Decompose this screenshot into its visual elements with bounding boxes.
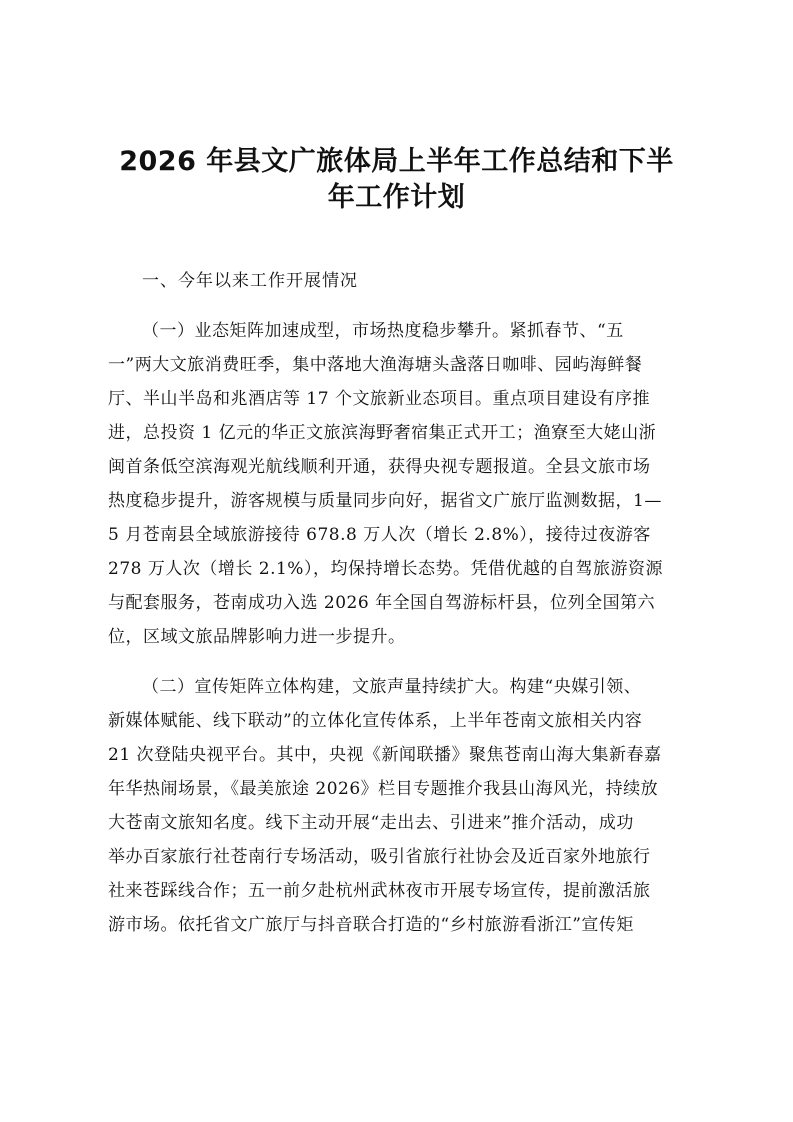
paragraph-line: 年华热闹场景，《最美旅途 2026》栏目专题推介我县山海风光，持续放 [108, 779, 659, 799]
paragraph-line: 21 次登陆央视平台。其中，央视《新闻联播》聚焦苍南山海大集新春嘉 [108, 745, 662, 765]
title-line: 2026 年县文广旅体局上半年工作总结和下半 [119, 146, 674, 177]
document-title [108, 144, 685, 216]
paragraph-1 [108, 314, 685, 654]
paragraph-line: 位，区域文旅品牌影响力进一步提升。 [108, 627, 406, 647]
paragraph-2 [108, 670, 685, 942]
paragraph-line: 与配套服务，苍南成功入选 2026 年全国自驾游标杆县，位列全国第六 [108, 593, 656, 613]
paragraph-line: 社来苍踩线合作；五一前夕赴杭州武林夜市开展专场宣传，提前激活旅 [108, 881, 651, 901]
section-heading: 一、今年以来工作开展情况 [142, 271, 358, 291]
paragraph-line: 进，总投资 1 亿元的华正文旅滨海野奢宿集正式开工；渔寮至大姥山浙 [108, 423, 657, 443]
paragraph-line: 游市场。依托省文广旅厅与抖音联合打造的“乡村旅游看浙江”宣传矩 [108, 915, 634, 935]
paragraph-line: 一”两大文旅消费旺季，集中落地大渔海塘头盏落日咖啡、园屿海鲜餐 [108, 355, 643, 375]
paragraph-line: 厅、半山半岛和兆酒店等 17 个文旅新业态项目。重点项目建设有序推 [108, 389, 650, 409]
title-line: 年工作计划 [327, 182, 466, 213]
paragraph-line: 大苍南文旅知名度。线下主动开展“走出去、引进来”推介活动，成功 [108, 813, 634, 833]
paragraph-line: （一）业态矩阵加速成型，市场热度稳步攀升。紧抓春节、“五 [142, 321, 624, 341]
paragraph-line: （二）宣传矩阵立体构建，文旅声量持续扩大。构建“央媒引领、 [142, 677, 642, 697]
paragraph-line: 闽首条低空滨海观光航线顺利开通，获得央视专题报道。全县文旅市场 [108, 457, 651, 477]
paragraph-line: 新媒体赋能、线下联动”的立体化宣传体系，上半年苍南文旅相关内容 [108, 711, 643, 731]
paragraph-line: 热度稳步提升，游客规模与质量同步向好，据省文广旅厅监测数据，1— [108, 491, 662, 511]
paragraph-line: 5 月苍南县全域旅游接待 678.8 万人次（增长 2.8%），接待过夜游客 [108, 525, 651, 545]
paragraph-line: 278 万人次（增长 2.1%），均保持增长态势。凭借优越的自驾旅游资源 [108, 559, 663, 579]
paragraph-line: 举办百家旅行社苍南行专场活动，吸引省旅行社协会及近百家外地旅行 [108, 847, 651, 867]
